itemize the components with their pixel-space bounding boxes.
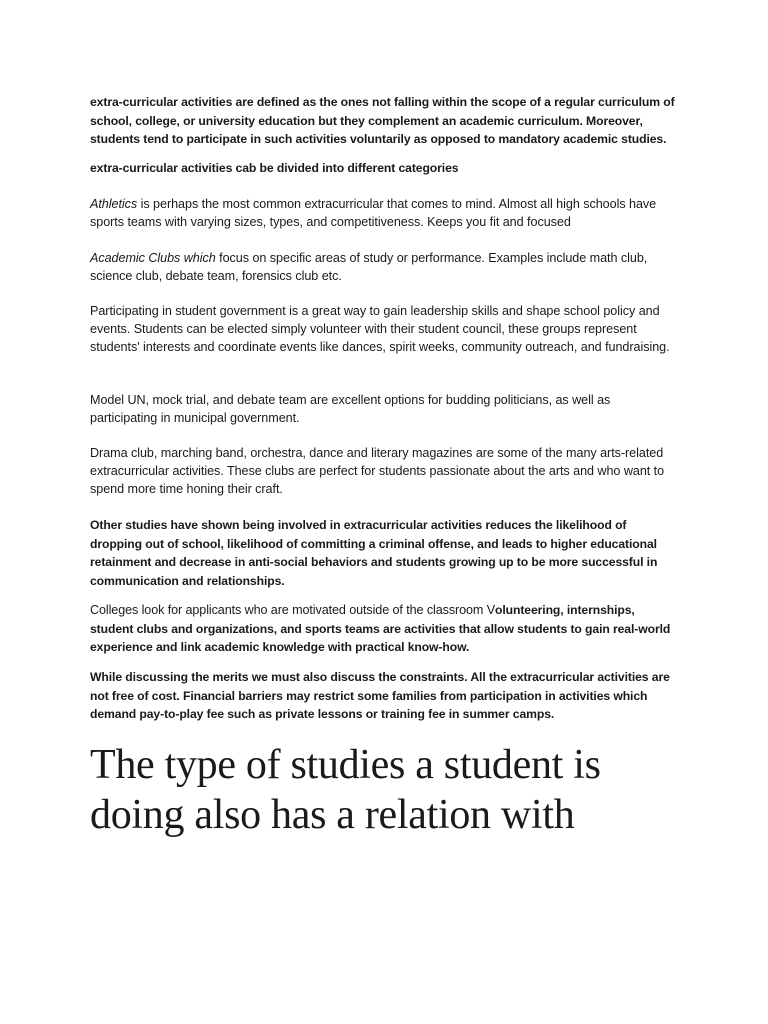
paragraph-colleges [90, 601, 680, 657]
colleges-rest: olunteering, internships, student clubs and organizations, and sports teams are activities that allow students to gain real-world experience and link academic knowledge with practical know-how. [90, 603, 671, 655]
paragraph-definition: extra-curricular activities are defined as the ones not falling within the scope of a regular curriculum of school, college, or university education but they complement an academic curriculum. Moreover, students tend to participate in such activities voluntarily as opposed to mandatory academic studies. [90, 95, 675, 147]
paragraph-student-government: Participating in student government is a great way to gain leadership skills and shape school policy and events. Students can be elected simply volunteer with their student council, these groups represent students' interests and coordinate events like dances, spirit weeks, community outreach, and fundraising. [90, 304, 670, 354]
paragraph-model-un: Model UN, mock trial, and debate team are excellent options for budding politicians, as well as participating in municipal government. [90, 393, 611, 425]
athletics-text: is perhaps the most common extracurricular that comes to mind. Almost all high schools have sports teams with varying sizes, types, and competitiveness. Keeps you fit and focused [90, 197, 657, 229]
large-heading: The type of studies a student is doing also has a relation with [90, 742, 601, 838]
paragraph-categories-intro: extra-curricular activities cab be divided into different categories [90, 161, 459, 175]
paragraph-constraints: While discussing the merits we must also discuss the constraints. All the extracurricular activities are not free of cost. Financial barriers may restrict some families from participation in activities which demand pay-to-play fee such as private lessons or training fee in summer camps. [90, 670, 670, 722]
document-page [90, 0, 680, 1024]
academic-clubs-term: Academic Clubs which [90, 251, 216, 265]
academic-clubs-text: focus on specific areas of study or performance. Examples include math club, science club, debate team, forensics club etc. [90, 251, 648, 283]
paragraph-athletics [90, 196, 680, 232]
colleges-lead: Colleges look for applicants who are motivated outside of the classroom V [90, 603, 496, 617]
athletics-term: Athletics [90, 197, 138, 211]
paragraph-studies-benefits: Other studies have shown being involved in extracurricular activities reduces the likelihood of dropping out of school, likelihood of committing a criminal offense, and leads to higher educational retainment and decrease in anti-social behaviors and students growing up to be more successful in communication and relationships. [90, 518, 658, 588]
paragraph-academic-clubs [90, 250, 680, 286]
paragraph-arts: Drama club, marching band, orchestra, dance and literary magazines are some of the many arts-related extracurricular activities. These clubs are perfect for students passionate about the arts and who want to spend more time honing their craft. [90, 446, 665, 496]
